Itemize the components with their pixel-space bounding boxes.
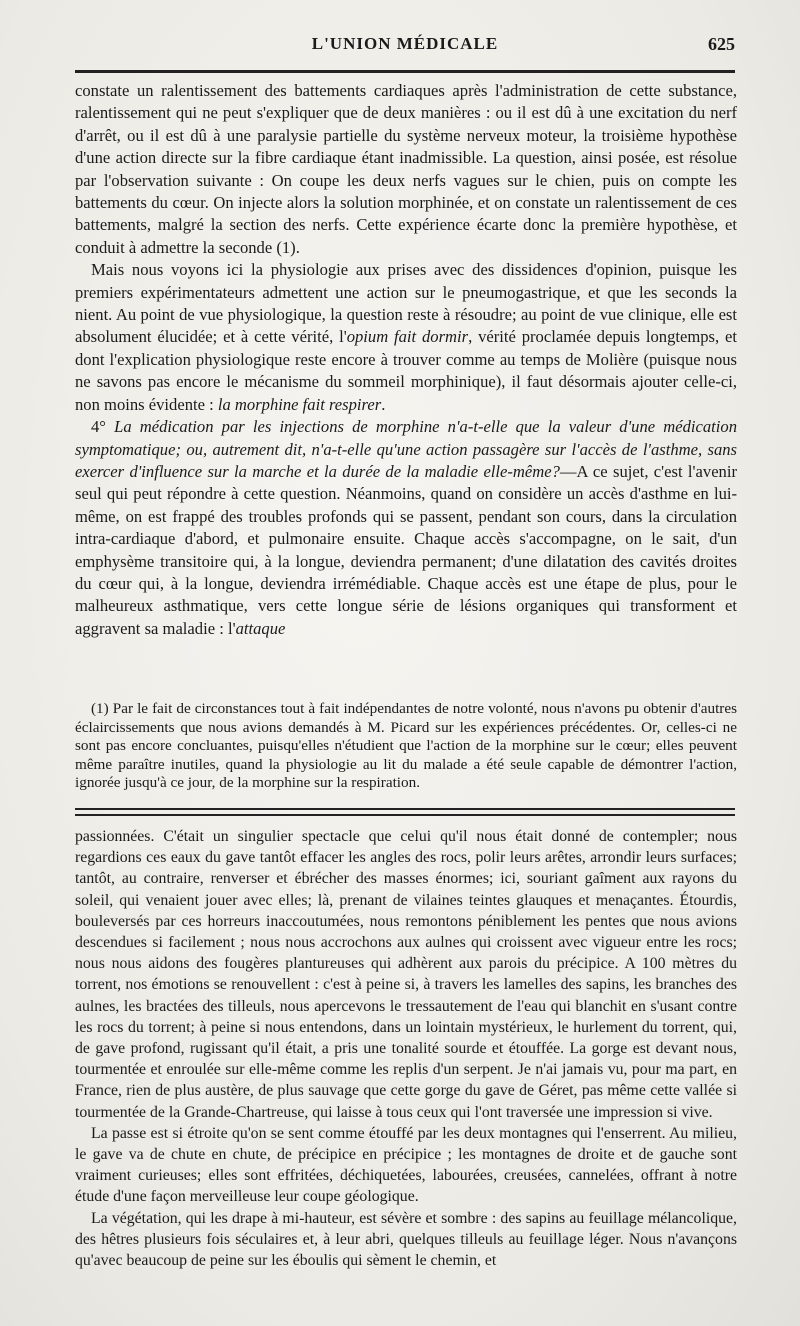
feuilleton-paragraph: La végétation, qui les drape à mi-hauteur, est sévère et sombre : des sapins au feuillage mélancolique, des hêtres plusieurs fois séculaires et, à leur abri, quelques tilleuls au feuillage léger. Nous n'avançons qu'avec beaucoup de peine sur les éboulis qui sèment le chemin, et [75, 1209, 737, 1270]
italic-phrase: la morphine fait respirer [217, 394, 382, 414]
page-header [75, 34, 735, 60]
feuilleton-paragraph: La passe est si étroite qu'on se sent comme étouffé par les deux montagnes qui l'enserrent. Au milieu, le gave va de chute en chute, de précipice en précipice ; les montagnes de droite et de gauche sont vraiment curieuses; elles sont effritées, déchiquetées, labourées, creusées, cannelées, offrant à notre étude d'une façon merveilleuse leur coupe géologique. [75, 1124, 737, 1206]
feuilleton-rule-bottom [75, 814, 735, 816]
italic-phrase: opium fait dormir [346, 327, 469, 347]
page-number: 625 [708, 34, 735, 54]
question-number: 4° [91, 417, 115, 437]
text-run: —A ce sujet, c'est l'avenir seul qui peut répondre à cette question. Néanmoins, quand on considère un accès d'asthme en lui-même, on est frappé des troubles profonds qui se passent, pendant son cours, dans la circulation intra-cardiaque d'abord, et pulmonaire ensuite. Chaque accès s'accompagne, on le sait, d'un emphysème transitoire qui, à la longue, deviendra permanent; d'une dilatation des cavités droites du cœur qui, à la longue, deviendra irrémédiable. Chaque accès est une étape de plus, pour le malheureux asthmatique, vers cette longue série de lésions organiques qui transforment et aggravent sa maladie : l' [75, 461, 737, 638]
footnote [75, 700, 737, 793]
paragraph-physiology [75, 259, 737, 416]
footnote-text: (1) Par le fait de circonstances tout à fait indépendantes de notre volonté, nous n'avons pu obtenir d'autres éclaircissements que nous avions demandés à M. Picard sur les expériences précédentes. Or, celles-ci ne sont pas encore concluantes, puisqu'elles n'étudient que l'action de la morphine sur le cœur; elles peuvent même paraître inutiles, quand la physiologie au lit du malade a été seule capable de démontrer l'action, ignorée jusqu'à ce jour, de la morphine sur la respiration. [75, 700, 737, 792]
main-text [75, 80, 737, 640]
header-rule [75, 70, 735, 73]
feuilleton-text [75, 826, 737, 1271]
running-head: L'UNION MÉDICALE [311, 34, 499, 53]
text-run: , vérité proclamée depuis longtemps, et dont l'explication physiologique reste encore à trouver comme au temps de Molière (puisque nous ne savons pas encore le mécanisme du sommeil morphinique), il faut désormais ajouter celle-ci, non moins évidente : [75, 327, 737, 414]
feuilleton-paragraph: passionnées. C'était un singulier spectacle que celui qu'il nous était donné de contempler; nous regardions ces eaux du gave tantôt effacer les angles des rocs, polir leurs arêtes, arrondir leurs surfaces; tantôt, au contraire, renverser et ébrécher des masses énormes; ici, souriant gaîment aux rayons du soleil, qui venaient jouer avec elles; là, prenant de vilaines teintes glauques et menaçantes. Étourdis, bouleversés par ces horreurs inaccoutumées, nous remontons péniblement les pentes que nous avions descendues si facilement ; nous nous accrochons aux aulnes qui croissent avec vigueur entre les rocs; nous nous aidons des fougères plantureuses qui adhèrent aux parois du précipice. A 100 mètres du torrent, nos émotions se renouvellent : c'est à peine si, à travers les lamelles des sapins, les branches des aulnes, les bractées des tilleuls, nous apercevons le tressautement de l'eau qui blanchit en s'usant contre les rocs du torrent; à peine si nous entendons, dans un lointain mystérieux, le hurlement du torrent, qui, de gave profond, rugissant qu'il était, a pris une tonalité sourde et étouffée. La gorge est devant nous, tourmentée et enroulée sur elle-même comme les replis d'un serpent. Je n'ai jamais vu, pour ma part, en France, rien de plus austère, de plus sauvage que cette gorge du gave de Géret, pas même cette vallée si tourmentée de la Grande-Chartreuse, qui laisse à tous ceux qui l'ont traversée une impression si vive. [75, 828, 737, 1121]
text-run: . [381, 394, 386, 414]
paragraph-continuation: constate un ralentissement des battements cardiaques après l'administration de cette substance, ralentissement qui ne peut s'expliquer que de deux manières : ou il est dû à une excitation du nerf d'arrêt, ou il est dû à une paralysie partielle du système nerveux moteur, la troisième hypothèse d'une action directe sur la fibre cardiaque étant inadmissible. La question, ainsi posée, est résolue par l'observation suivante : On coupe les deux nerfs vagues sur le chien, puis on compte les battements du cœur. On injecte alors la solution morphinée, et on constate un ralentissement de ces battements, malgré la section des nerfs. Cette expérience écarte donc la première hypothèse, et conduit à admettre la seconde (1). [75, 81, 737, 257]
paragraph-question-4 [75, 416, 737, 640]
italic-phrase: attaque [235, 618, 286, 638]
question-text: La médication par les injections de morphine n'a-t-elle que la valeur d'une médication symptomatique; ou, autrement dit, n'a-t-elle qu'une action passagère sur l'accès de l'asthme, sans exercer d'influence sur la marche et la durée de la maladie elle-même? [75, 417, 737, 481]
feuilleton-rule-top [75, 808, 735, 810]
text-run: Mais nous voyons ici la physiologie aux prises avec des dissidences d'opinion, puisque les premiers expérimentateurs admettent une action sur le pneumogastrique, et que les seconds la nient. Au point de vue physiologique, la question reste à résoudre; au point de vue clinique, elle est absolument élucidée; et à cette vérité, l' [75, 260, 737, 347]
